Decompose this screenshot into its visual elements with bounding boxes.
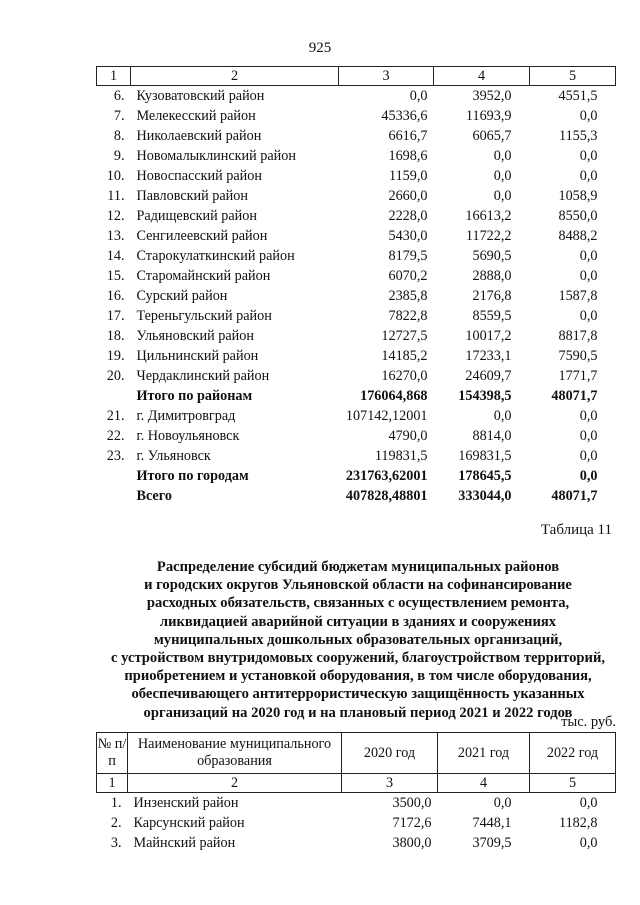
row-number: 18. [106, 328, 125, 344]
row-name: Итого по городам [136, 468, 249, 484]
row-number: 23. [106, 448, 125, 464]
column-number: 1 [97, 67, 131, 86]
heading-line: ликвидацией аварийной ситуации в зданиях и сооружениях [159, 613, 557, 630]
value-col-4: 0,0 [493, 168, 512, 184]
value-col-3: 8179,5 [388, 248, 428, 264]
value-col-3: 2385,8 [388, 288, 428, 304]
row-number: 13. [106, 228, 125, 244]
value-col-5: 0,0 [579, 248, 598, 264]
column-number: 4 [438, 774, 530, 793]
total-row [97, 466, 616, 486]
heading-line: с устройством внутридомовых сооружений, благоустройством территорий, [111, 650, 605, 667]
table-row [97, 306, 616, 326]
value-col-5: 0,0 [579, 468, 598, 484]
value-col-4: 2888,0 [472, 268, 512, 284]
value-col-4: 11693,9 [465, 108, 512, 124]
value-col-4: 7448,1 [472, 815, 512, 831]
value-col-3: 231763,62001 [345, 468, 428, 484]
value-col-4: 2176,8 [472, 288, 512, 304]
row-name: Старокулаткинский район [136, 248, 295, 264]
value-col-3: 6616,7 [388, 128, 428, 144]
units-label: тыс. руб. [561, 714, 616, 730]
column-number: 5 [530, 67, 616, 86]
value-col-5: 1182,8 [559, 815, 598, 831]
table-row [97, 286, 616, 306]
value-col-5: 4551,5 [558, 88, 598, 104]
row-name: г. Новоульяновск [136, 428, 240, 444]
value-col-3: 6070,2 [388, 268, 428, 284]
row-number: 7. [113, 108, 125, 124]
row-name: Павловский район [136, 188, 248, 204]
value-col-3: 1159,0 [389, 168, 428, 184]
value-col-3: 0,0 [409, 88, 428, 104]
header-cell-name: Наименование муниципального образования [128, 733, 342, 774]
total-row [97, 386, 616, 406]
value-col-4: 10017,2 [465, 328, 512, 344]
table-row [97, 446, 616, 466]
row-name: Сурский район [136, 288, 228, 304]
value-col-3: 2228,0 [388, 208, 428, 224]
row-number: 20. [106, 368, 125, 384]
row-name: Старомайнский район [136, 268, 271, 284]
column-number: 4 [434, 67, 530, 86]
column-number: 2 [128, 774, 342, 793]
row-number: 3. [110, 835, 122, 851]
row-number: 22. [106, 428, 125, 444]
value-col-4: 8559,5 [472, 308, 512, 324]
value-col-5: 0,0 [579, 448, 598, 464]
heading-line: и городских округов Ульяновской области на софинансирование [144, 577, 572, 594]
table-row [97, 186, 616, 206]
table-row [97, 813, 616, 833]
row-name: Всего [136, 488, 172, 504]
table-row [97, 106, 616, 126]
value-col-5: 0,0 [579, 408, 598, 424]
row-number: 6. [113, 88, 125, 104]
header-cell-2021: 2021 год [438, 733, 530, 774]
table-row [97, 833, 616, 853]
value-col-3: 3800,0 [392, 835, 432, 851]
column-number-row [97, 774, 616, 793]
table-row [97, 366, 616, 386]
table-row [97, 246, 616, 266]
row-number: 8. [113, 128, 125, 144]
row-name: Чердаклинский район [136, 368, 270, 384]
header-cell-2022: 2022 год [530, 733, 616, 774]
page-number: 925 [308, 40, 332, 56]
value-col-3: 1698,6 [388, 148, 428, 164]
value-col-5: 1058,9 [558, 188, 598, 204]
value-col-3: 16270,0 [381, 368, 428, 384]
value-col-4: 169831,5 [458, 448, 512, 464]
row-number: 21. [106, 408, 125, 424]
table-row [97, 426, 616, 446]
value-col-4: 0,0 [493, 795, 512, 811]
value-col-4: 16613,2 [465, 208, 512, 224]
value-col-3: 7822,8 [388, 308, 428, 324]
value-col-5: 0,0 [579, 428, 598, 444]
table-row [97, 146, 616, 166]
row-number: 19. [106, 348, 125, 364]
row-name: г. Димитровград [136, 408, 236, 424]
value-col-4: 0,0 [493, 408, 512, 424]
table-header-row [97, 733, 616, 774]
value-col-3: 14185,2 [381, 348, 428, 364]
value-col-3: 407828,48801 [345, 488, 428, 504]
value-col-4: 11722,2 [465, 228, 512, 244]
value-col-4: 3709,5 [472, 835, 512, 851]
row-name: Ульяновский район [136, 328, 254, 344]
value-col-5: 0,0 [579, 168, 598, 184]
total-row [97, 486, 616, 506]
row-number: 12. [106, 208, 125, 224]
value-col-4: 0,0 [493, 148, 512, 164]
row-number: 16. [106, 288, 125, 304]
value-col-5: 0,0 [579, 308, 598, 324]
row-name: г. Ульяновск [136, 448, 211, 464]
table-row [97, 226, 616, 246]
row-number [97, 466, 131, 486]
value-col-5: 0,0 [579, 268, 598, 284]
value-col-3: 5430,0 [388, 228, 428, 244]
value-col-5: 0,0 [579, 108, 598, 124]
row-number: 14. [106, 248, 125, 264]
value-col-3: 2660,0 [388, 188, 428, 204]
value-col-4: 333044,0 [458, 488, 512, 504]
table-row [97, 86, 616, 107]
value-col-5: 0,0 [579, 795, 598, 811]
table-row [97, 126, 616, 146]
column-number: 3 [342, 774, 438, 793]
row-number [97, 486, 131, 506]
value-col-4: 5690,5 [472, 248, 512, 264]
value-col-3: 12727,5 [381, 328, 428, 344]
value-col-3: 119831,5 [374, 448, 428, 464]
value-col-5: 48071,7 [551, 388, 598, 404]
column-number: 1 [97, 774, 128, 793]
value-col-4: 24609,7 [465, 368, 512, 384]
row-name: Карсунский район [133, 815, 245, 831]
heading-line: приобретением и установкой оборудования, в том числе оборудования, [124, 668, 592, 685]
subsidy-table-11 [96, 732, 616, 853]
row-name: Итого по районам [136, 388, 253, 404]
table-caption: Таблица 11 [540, 522, 612, 538]
value-col-3: 4790,0 [388, 428, 428, 444]
value-col-4: 8814,0 [472, 428, 512, 444]
row-name: Кузоватовский район [136, 88, 265, 104]
row-number: 2. [110, 815, 122, 831]
row-number: 10. [106, 168, 125, 184]
header-cell-2020: 2020 год [342, 733, 438, 774]
row-number: 15. [106, 268, 125, 284]
subsidy-table-10 [96, 66, 616, 506]
value-col-4: 178645,5 [458, 468, 512, 484]
row-name: Инзенский район [133, 795, 239, 811]
value-col-3: 7172,6 [392, 815, 432, 831]
value-col-3: 3500,0 [392, 795, 432, 811]
value-col-5: 1155,3 [559, 128, 598, 144]
row-name: Сенгилеевский район [136, 228, 268, 244]
header-cell-num: № п/п [97, 733, 128, 774]
value-col-3: 176064,868 [360, 388, 428, 404]
table-heading [96, 558, 620, 722]
row-name: Тереньгульский район [136, 308, 272, 324]
row-number: 17. [106, 308, 125, 324]
table-row [97, 266, 616, 286]
value-col-5: 1587,8 [558, 288, 598, 304]
value-col-5: 7590,5 [558, 348, 598, 364]
value-col-4: 17233,1 [465, 348, 512, 364]
column-number: 3 [339, 67, 434, 86]
heading-line: Распределение субсидий бюджетам муниципальных районов [156, 559, 560, 575]
column-number-row [97, 67, 616, 86]
row-name: Мелекесский район [136, 108, 256, 124]
value-col-5: 8488,2 [558, 228, 598, 244]
column-number: 2 [131, 67, 339, 86]
table-row [97, 166, 616, 186]
row-name: Новомалыклинский район [136, 148, 296, 164]
row-name: Радищевский район [136, 208, 257, 224]
value-col-3: 45336,6 [381, 108, 428, 124]
table-row [97, 406, 616, 426]
value-col-5: 8817,8 [558, 328, 598, 344]
value-col-4: 0,0 [493, 188, 512, 204]
row-name: Цильнинский район [136, 348, 259, 364]
row-number: 11. [107, 188, 125, 204]
value-col-3: 107142,12001 [345, 408, 428, 424]
heading-line: расходных обязательств, связанных с осуществлением ремонта, [146, 595, 570, 612]
row-number [97, 386, 131, 406]
row-name: Новоспасский район [136, 168, 262, 184]
value-col-5: 48071,7 [551, 488, 598, 504]
row-number: 1. [110, 795, 122, 811]
value-col-5: 0,0 [579, 148, 598, 164]
value-col-4: 3952,0 [472, 88, 512, 104]
column-number: 5 [530, 774, 616, 793]
table-row [97, 346, 616, 366]
table-row [97, 206, 616, 226]
heading-line: обеспечивающего антитеррористическую защищённость указанных [131, 686, 585, 703]
heading-line: организаций на 2020 год и на плановый период 2021 и 2022 годов [143, 704, 573, 721]
heading-line: муниципальных дошкольных образовательных организаций, [153, 631, 563, 648]
value-col-5: 0,0 [579, 835, 598, 851]
row-name: Николаевский район [136, 128, 262, 144]
value-col-5: 1771,7 [558, 368, 598, 384]
value-col-4: 6065,7 [472, 128, 512, 144]
row-name: Майнский район [133, 835, 236, 851]
table-row [97, 793, 616, 814]
value-col-5: 8550,0 [558, 208, 598, 224]
table-row [97, 326, 616, 346]
value-col-4: 154398,5 [458, 388, 512, 404]
row-number: 9. [113, 148, 125, 164]
